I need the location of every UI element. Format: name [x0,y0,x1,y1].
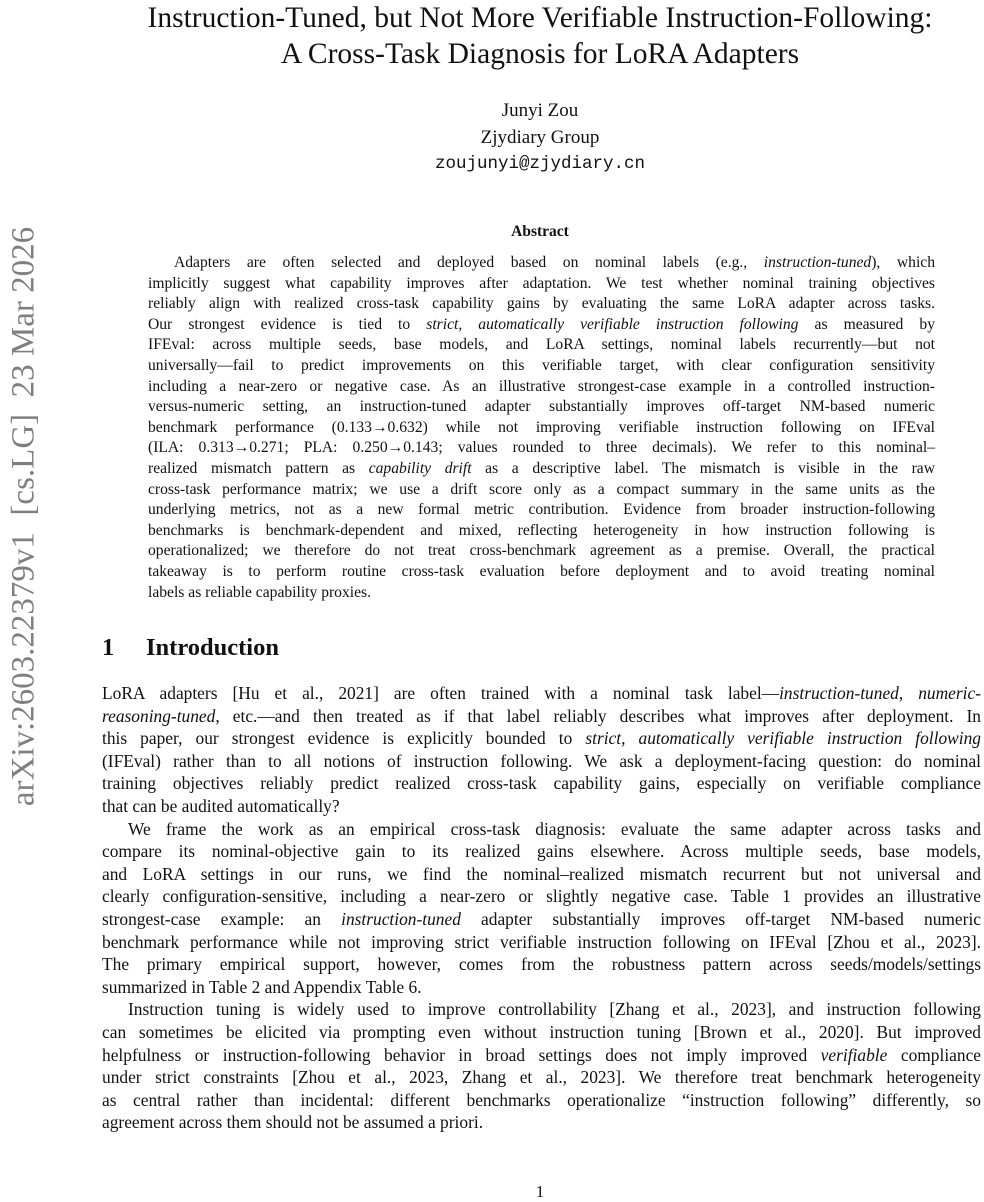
paragraph [102,998,981,1134]
text-segment: that can be audited automatically? [102,795,340,816]
author-affiliation: Zjydiary Group [480,126,600,148]
text-segment: as a descriptive label. The mismatch is visible in the raw [471,459,935,477]
text-line [148,480,935,501]
emphasized-text: capability drift [368,459,472,477]
text-line [102,908,981,931]
text-segment: agreement across them should not be assumed a priori. [102,1112,484,1133]
text-segment: training objectives reliably predict realized cross-task capability gains, especially on verifiable compliance [102,773,981,794]
text-segment: under strict constraints [Zhou et al., 2023, Zhang et al., 2023]. We therefore treat benchmark heterogeneity [102,1067,981,1088]
emphasized-text: strict, automatically verifiable instruction following [426,315,799,333]
emphasized-text: instruction-tuned [779,683,899,703]
text-segment: labels as reliable capability proxies. [148,583,371,601]
emphasized-text: strict, automatically verifiable instruction following [585,728,981,749]
text-line [148,418,935,439]
text-line [102,818,981,841]
text-line [148,397,935,418]
text-segment: Our strongest evidence is tied to [148,315,427,333]
text-segment: versus-numeric setting, an instruction-tuned adapter substantially improves off-target NM-based numeric [148,398,935,416]
text-segment: as central rather than incidental: different benchmarks operationalize “instruction following” differently, so [102,1089,981,1110]
text-line [102,682,981,705]
text-segment: operationalized; we therefore do not treat cross-benchmark agreement as a premise. Overall, the practical [148,542,935,560]
text-line [148,438,935,459]
paper-title [100,0,980,72]
text-segment: , etc.—and then treated as if that label reliably describes what improves after deployment. In [215,705,981,726]
text-segment: takeaway is to perform routine cross-task evaluation before deployment and to avoid treating nominal [148,562,935,580]
text-line [102,931,981,954]
text-line [102,1066,981,1089]
text-line [102,727,981,750]
text-segment: underlying metrics, not as a new formal metric contribution. Evidence from broader instruction-following [148,501,935,519]
text-line [102,953,981,976]
text-line [102,772,981,795]
introduction-body [102,682,981,1134]
text-segment: Adapters are often selected and deployed based on nominal labels (e.g., [174,254,764,271]
text-segment: compliance [887,1044,982,1065]
arxiv-watermark: arXiv:2603.22379v1 [cs.LG] 23 Mar 2026 [5,226,42,807]
text-line [102,1044,981,1067]
author-email: zoujunyi@zjydiary.cn [434,154,646,174]
text-segment: cross-task performance matrix; we use a drift score only as a compact summary in the same units as the [148,480,935,498]
text-segment: benchmark performance (0.133→0.632) while not improving verifiable instruction following on IFEval [148,418,935,436]
title-line-2: A Cross-Task Diagnosis for LoRA Adapters [280,38,800,70]
text-segment: universally—fail to predict improvements on this verifiable target, with clear configuration sensitivity [148,356,935,374]
text-segment: benchmark performance while not improving strict verifiable instruction following on IFEval [Zhou et al., 2023]. [102,931,981,952]
text-segment: compare its nominal-objective gain to its realized gains elsewhere. Across multiple seeds, base models, [102,841,981,862]
emphasized-text: reasoning-tuned [102,705,216,726]
text-line [102,863,981,886]
abstract-heading: Abstract [511,223,569,240]
text-segment: and LoRA settings in our runs, we find the nominal–realized mismatch recurrent but not universal and [102,863,981,884]
text-segment: clearly configuration-sensitive, including a near-zero or slightly negative case. Table 1 provides an illustrative [102,886,981,907]
text-line [148,562,935,583]
emphasized-text: instruction-tuned [763,254,872,271]
text-line [148,253,935,274]
section-number: 1 [102,634,115,661]
text-segment: We frame the work as an empirical cross-task diagnosis: evaluate the same adapter across tasks and [128,818,981,839]
text-line [148,583,935,604]
text-line [148,377,935,398]
text-segment: adapter substantially improves off-target NM-based numeric [460,908,981,929]
text-segment: implicitly suggest what capability improves after adaptation. We test whether nominal training objectives [148,274,935,292]
text-line [102,705,981,728]
title-line-1: Instruction-Tuned, but Not More Verifiable Instruction-Following: [147,2,933,34]
text-segment: benchmarks is benchmark-dependent and mixed, reflecting heterogeneity in how instruction following is [148,521,935,539]
text-segment: realized mismatch pattern as [148,459,369,477]
text-segment: reliably align with realized cross-task capability gains by evaluating the same LoRA adapter across tasks. [148,295,935,313]
emphasized-text: numeric- [918,683,981,703]
text-line [148,521,935,542]
text-segment: this paper, our strongest evidence is explicitly bounded to [102,728,586,749]
text-segment: as measured by [798,315,935,333]
emphasized-text: verifiable [820,1044,888,1065]
text-segment: , [898,683,919,703]
paragraph [102,818,981,999]
text-line [102,795,981,818]
text-segment: strongest-case example: an [102,908,342,929]
text-line [148,294,935,315]
text-line [148,335,935,356]
text-line [148,500,935,521]
text-line [148,274,935,295]
text-line [102,750,981,773]
section-heading [102,634,279,662]
text-segment: including a near-zero or negative case. As an illustrative strongest-case example in a controlled instruction- [148,377,935,395]
text-segment: (ILA: 0.313→0.271; PLA: 0.250→0.143; values rounded to three decimals). We refer to this nominal– [148,439,935,457]
text-line [148,459,935,480]
section-title: Introduction [146,634,279,661]
text-segment: can sometimes be elicited via prompting even without instruction tuning [Brown et al., 2020]. But improved [102,1021,981,1042]
text-line [102,998,981,1021]
text-segment: helpfulness or instruction-following behavior in broad settings does not imply improved [102,1044,821,1065]
text-line [102,976,981,999]
text-line [148,315,935,336]
text-line [102,885,981,908]
text-line [102,1021,981,1044]
paragraph [102,682,981,818]
text-segment: Instruction tuning is widely used to improve controllability [Zhang et al., 2023], and instruction following [128,999,981,1020]
text-segment: The primary empirical support, however, comes from the robustness pattern across seeds/models/settings [102,954,981,975]
page-number: 1 [535,1182,545,1201]
author-block [100,98,980,178]
text-line [102,840,981,863]
text-line [148,356,935,377]
text-line [102,1089,981,1112]
text-segment: LoRA adapters [Hu et al., 2021] are often trained with a nominal task label— [102,683,780,703]
text-segment: summarized in Table 2 and Appendix Table 6. [102,976,422,997]
text-segment: ), which [871,254,935,271]
text-line [102,1111,981,1134]
text-segment: IFEval: across multiple seeds, base models, and LoRA settings, nominal labels recurrently—but not [148,336,935,354]
text-segment: (IFEval) rather than to all notions of instruction following. We ask a deployment-facing question: do nominal [102,750,981,771]
abstract-body [148,253,935,603]
text-line [148,541,935,562]
emphasized-text: instruction-tuned [341,908,461,929]
author-name: Junyi Zou [501,100,579,121]
